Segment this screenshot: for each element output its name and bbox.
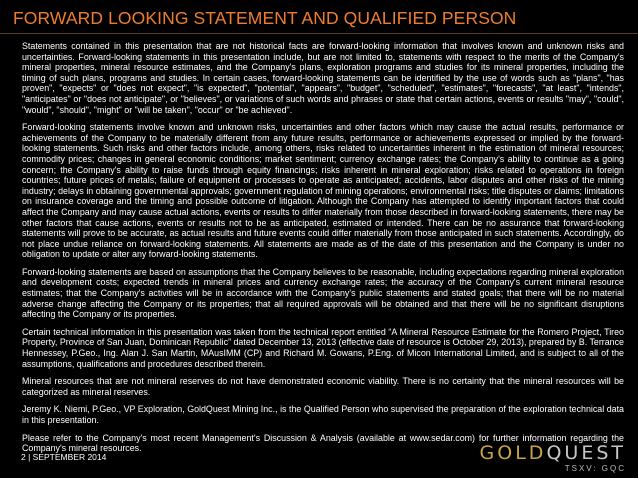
paragraph-refer-mda: Please refer to the Company's most recent Management's Discussion & Analysis (available at www.sedar.com) for further information regarding the Company's mineral resources.: [22, 432, 624, 454]
logo-wordmark: [480, 444, 626, 463]
goldquest-logo: [480, 444, 626, 473]
paragraph-qualified-person: Jeremy K. Niemi, P.Geo., VP Exploration, GoldQuest Mining Inc., is the Qualified Person who supervised the preparation of the exploration technical data in this presentation.: [22, 404, 624, 425]
disclaimer-body: [22, 41, 624, 461]
title-divider: [0, 33, 638, 34]
paragraph-risks: Forward-looking statements involve known and unknown risks, uncertainties and other factors which may cause the actual results, performance or achievements of the Company to be materially different from any future results, performance or achievements expressed or implied by the forward-looking statements. Such risks and other factors include, among others, risks related to uncertainties inherent in the estimation of mineral resources; commodity prices; changes in general economic conditions; market sentiment; currency exchange rates; the Company's ability to continue as a going concern; the Company's ability to raise funds through equity financings; risks inherent in mineral exploration; risks related to operations in foreign countries; future prices of metals; failure of equipment or processes to operate as anticipated; accidents, labor disputes and other risks of the mining industry; delays in obtaining governmental approvals; government regulation of mining operations; environmental risks; title disputes or claims; limitations on insurance coverage and the timing and possible outcome of litigation. Although the Company has attempted to identify important factors that could affect the Company and may cause actual actions, events or results to differ materially from those described in forward-looking statements, there may be other factors that cause actions, events or results not to be as anticipated, estimated or intended. There can be no assurance that forward-looking statements will prove to be accurate, as actual results and future events could differ materially from those anticipated in such statements. Accordingly, do not place undue reliance on forward-looking statements. All statements are made as of the date of this presentation and the Company is under no obligation to update or alter any forward-looking statements.: [22, 122, 624, 260]
logo-gold-text: GOLD: [479, 442, 547, 464]
page-number-date: 2 | SEPTEMBER 2014: [21, 452, 107, 462]
paragraph-assumptions: Forward-looking statements are based on assumptions that the Company believes to be reasonable, including expectations regarding mineral exploration and development costs; expected trends in mineral prices and currency exchange rates; the accuracy of the Company's current mineral resource estimates; that the Company's activities will be in accordance with the Company's public statements and stated goals; that there will be no material adverse change affecting the Company or its properties; that all required approvals will be obtained and that there will be no significant disruptions affecting the Company or its properties.: [22, 266, 624, 320]
page-title: FORWARD LOOKING STATEMENT AND QUALIFIED PERSON: [13, 8, 517, 28]
paragraph-mineral-resources: Mineral resources that are not mineral reserves do not have demonstrated economic viability. There is no certainty that the mineral resources will be categorized as mineral reserves.: [22, 376, 624, 397]
ticker-symbol: TSXV: GQC: [564, 464, 626, 473]
logo-quest-text: QUEST: [546, 442, 626, 464]
paragraph-forward-looking-intro: Statements contained in this presentation that are not historical facts are forward-looking information that involves known and unknown risks and uncertainties. Forward-looking statements in this presentation include, but are not limited to, statements with respect to the merits of the Company's mineral properties, mineral resource estimates, and the Company's plans, exploration programs and studies for its mineral properties, including the timing of such plans, programs and studies. In certain cases, forward-looking statements can be identified by the use of words such as "plans", "has proven", "expects" or "does not expect", "is expected", "potential", "appears", "budget", "scheduled", "estimates", "forecasts", "at least", "intends", "anticipates" or "does not anticipate", or "believes", or variations of such words and phrases or state that certain actions, events or results "may", "could", "would", "should", "might" or "will be taken", "occur" or "be achieved".: [22, 41, 624, 115]
paragraph-technical-report: Certain technical information in this presentation was taken from the technical report entitled “A Mineral Resource Estimate for the Romero Project, Tireo Property, Province of San Juan, Dominican Republic” dated December 13, 2013 (effective date of resource is October 29, 2013), prepared by B. Terrance Hennessey, P.Geo., Ing. Alan J. San Martin, MAusIMM (CP) and Richard M. Gowans, P.Eng. of Micon International Limited, and is subject to all of the assumptions, qualifications and procedures described therein.: [22, 326, 624, 369]
